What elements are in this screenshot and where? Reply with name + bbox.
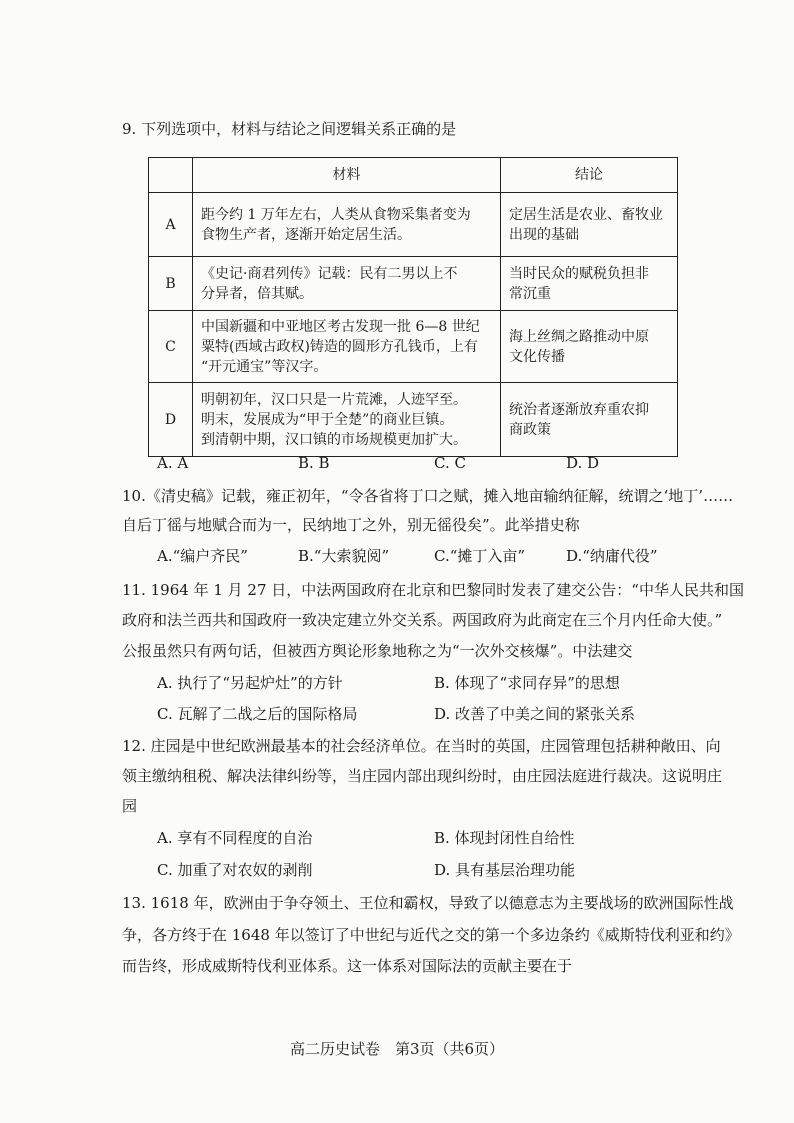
conclusion-line: 商政策 <box>509 421 551 438</box>
q12-option-b: B. 体现封闭性自给性 <box>434 829 575 847</box>
row-letter: A <box>149 193 193 257</box>
q13-line-2: 争，各方终于在 1648 年以签订了中世纪与近代之交的第一个多边条约《威斯特伐利亚和约》 <box>122 926 740 944</box>
page-footer: 高二历史试卷 第3页（共6页） <box>289 1040 505 1058</box>
table-row <box>149 383 678 457</box>
material-line: 粟特(西域古政权)铸造的圆形方孔钱币，上有 <box>201 338 478 355</box>
material-line: 分异者，倍其赋。 <box>201 285 313 302</box>
q11-line-1: 11. 1964 年 1 月 27 日，中法两国政府在北京和巴黎同时发表了建交公告：“中华人民共和国 <box>122 581 744 599</box>
q12-option-d: D. 具有基层治理功能 <box>434 861 576 879</box>
q12-line-3: 园 <box>122 797 138 815</box>
row-letter: D <box>149 383 193 457</box>
row-conclusion <box>501 311 678 383</box>
table-header-row <box>149 158 678 193</box>
q9-option-c: C. C <box>434 454 466 472</box>
q12-option-a: A. 享有不同程度的自治 <box>157 829 313 847</box>
material-line: 中国新疆和中亚地区考古发现一批 6—8 世纪 <box>201 318 480 335</box>
q12-line-1: 12. 庄园是中世纪欧洲最基本的社会经济单位。在当时的英国，庄园管理包括耕种敞田、向 <box>122 737 721 755</box>
q11-option-b: B. 体现了“求同存异”的思想 <box>434 674 620 692</box>
q13-line-3: 而告终，形成威斯特伐利亚体系。这一体系对国际法的贡献主要在于 <box>122 957 573 975</box>
header-material: 材料 <box>193 158 501 193</box>
material-line: 距今约 1 万年左右，人类从食物采集者变为 <box>201 206 471 223</box>
conclusion-line: 定居生活是农业、畜牧业 <box>509 206 663 223</box>
row-letter: C <box>149 311 193 383</box>
q11-option-c: C. 瓦解了二战之后的国际格局 <box>157 705 358 723</box>
header-conclusion: 结论 <box>501 158 678 193</box>
material-line: 到清朝中期，汉口镇的市场规模更加扩大。 <box>201 431 467 448</box>
q11-option-d: D. 改善了中美之间的紧张关系 <box>434 705 636 723</box>
material-line: 《史记·商君列传》记载：民有二男以上不 <box>201 265 458 282</box>
table-row <box>149 257 678 311</box>
material-line: 食物生产者，逐渐开始定居生活。 <box>201 226 411 243</box>
row-letter: B <box>149 257 193 311</box>
conclusion-line: 常沉重 <box>509 285 551 302</box>
row-conclusion <box>501 257 678 311</box>
row-conclusion <box>501 383 678 457</box>
q11-line-2: 政府和法兰西共和国政府一致决定建立外交关系。两国政府为此商定在三个月内任命大使。” <box>122 611 723 629</box>
q10-option-a: A.“编户齐民” <box>157 547 248 565</box>
row-material <box>193 193 501 257</box>
row-conclusion <box>501 193 678 257</box>
q9-option-d: D. D <box>566 454 600 472</box>
header-blank <box>149 158 193 193</box>
conclusion-line: 统治者逐渐放弃重农抑 <box>509 401 649 418</box>
q9-table <box>148 157 678 457</box>
q10-option-d: D.“纳庸代役” <box>566 547 658 565</box>
conclusion-line: 文化传播 <box>509 348 565 365</box>
q12-option-c: C. 加重了对农奴的剥削 <box>157 861 313 879</box>
table-row <box>149 311 678 383</box>
row-material <box>193 383 501 457</box>
q9-option-b: B. B <box>298 454 330 472</box>
q11-option-a: A. 执行了“另起炉灶”的方针 <box>157 674 343 692</box>
conclusion-line: 当时民众的赋税负担非 <box>509 265 649 282</box>
material-line: 明朝初年，汉口只是一片荒滩，人迹罕至。 <box>201 391 467 408</box>
q12-line-2: 领主缴纳租税、解决法律纠纷等，当庄园内部出现纠纷时，由庄园法庭进行裁决。这说明庄 <box>122 767 723 785</box>
q10-line-1: 10.《清史稿》记载，雍正初年，“令各省将丁口之赋，摊入地亩输纳征解，统谓之‘地丁’…… <box>122 487 734 505</box>
q10-option-c: C.“摊丁入亩” <box>434 547 526 565</box>
q9-option-a: A. A <box>157 454 189 472</box>
material-line: 明末，发展成为“甲于全楚”的商业巨镇。 <box>201 411 454 428</box>
q10-option-b: B.“大索貌阅” <box>298 547 390 565</box>
q10-line-2: 自后丁徭与地赋合而为一，民纳地丁之外，别无徭役矣”。此举措史称 <box>122 516 580 534</box>
row-material <box>193 311 501 383</box>
q9-stem: 9. 下列选项中，材料与结论之间逻辑关系正确的是 <box>122 120 457 138</box>
row-material <box>193 257 501 311</box>
q11-line-3: 公报虽然只有两句话，但被西方舆论形象地称之为“一次外交核爆”。中法建交 <box>122 642 633 660</box>
conclusion-line: 出现的基础 <box>509 226 579 243</box>
table-row <box>149 193 678 257</box>
q13-line-1: 13. 1618 年，欧洲由于争夺领土、王位和霸权，导致了以德意志为主要战场的欧洲国际性战 <box>122 894 734 912</box>
conclusion-line: 海上丝绸之路推动中原 <box>509 328 649 345</box>
material-line: “开元通宝”等汉字。 <box>201 358 328 375</box>
